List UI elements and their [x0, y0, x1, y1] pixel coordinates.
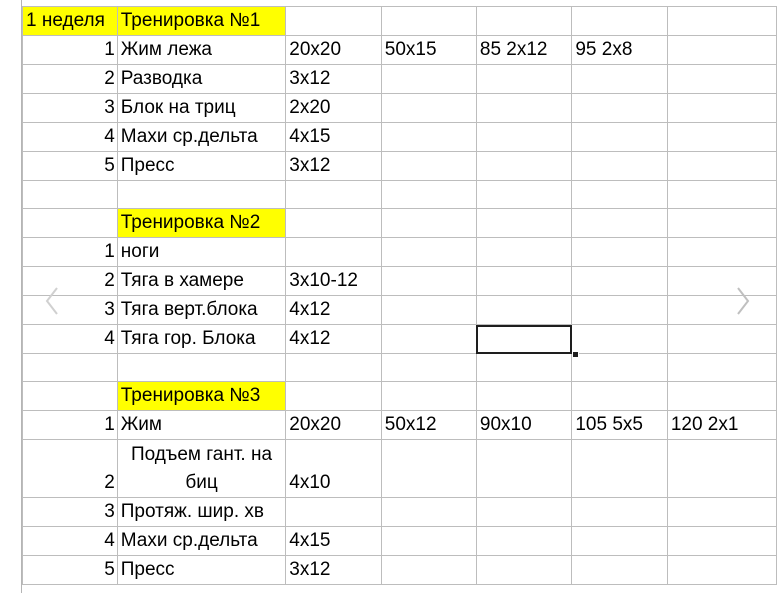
cell[interactable]: 120 2x1 [667, 411, 776, 440]
cell[interactable] [381, 354, 476, 382]
cell[interactable] [667, 181, 776, 209]
cell[interactable] [572, 556, 667, 585]
table-row [23, 382, 777, 411]
cell[interactable] [286, 238, 382, 267]
cell[interactable] [572, 123, 667, 152]
cell-number[interactable]: 2 [23, 267, 118, 296]
selected-cell[interactable] [476, 325, 571, 354]
cell[interactable]: 20x20 [286, 411, 382, 440]
cell[interactable] [286, 382, 382, 411]
cell[interactable] [667, 296, 776, 325]
cell-exercise[interactable]: Жим [117, 411, 286, 440]
cell[interactable] [667, 123, 776, 152]
cell[interactable] [476, 65, 571, 94]
cell[interactable] [381, 382, 476, 411]
cell[interactable] [667, 527, 776, 556]
cell[interactable] [476, 527, 571, 556]
cell-number[interactable]: 2 [23, 440, 118, 498]
cell[interactable] [667, 267, 776, 296]
cell-exercise[interactable]: Жим лежа [117, 36, 286, 65]
cell[interactable]: 90x10 [476, 411, 571, 440]
cell[interactable] [476, 181, 571, 209]
cell[interactable]: 85 2x12 [476, 36, 571, 65]
cell-workout-title[interactable]: Тренировка №1 [117, 7, 286, 36]
cell[interactable] [286, 498, 382, 527]
cell[interactable] [23, 354, 118, 382]
cell[interactable] [572, 325, 667, 354]
cell[interactable]: 3x12 [286, 152, 382, 181]
cell[interactable] [23, 209, 118, 238]
cell[interactable] [381, 527, 476, 556]
cell[interactable] [381, 123, 476, 152]
cell-exercise[interactable]: Тяга в хамере [117, 267, 286, 296]
cell[interactable] [23, 181, 118, 209]
cell-exercise[interactable]: Протяж. шир. хв [117, 498, 286, 527]
table-row [23, 325, 777, 354]
cell[interactable] [572, 94, 667, 123]
cell[interactable]: 4x15 [286, 527, 382, 556]
cell[interactable] [572, 181, 667, 209]
cell-workout-title[interactable]: Тренировка №2 [117, 209, 286, 238]
cell-week-label[interactable]: 1 неделя [23, 7, 118, 36]
cell[interactable] [381, 238, 476, 267]
cell-exercise[interactable]: Пресс [117, 152, 286, 181]
cell[interactable] [667, 7, 776, 36]
prev-arrow-button[interactable] [40, 285, 64, 317]
cell[interactable] [667, 440, 776, 498]
cell[interactable] [476, 556, 571, 585]
cell[interactable] [572, 354, 667, 382]
cell[interactable]: 4x10 [286, 440, 382, 498]
cell[interactable] [572, 296, 667, 325]
cell-exercise[interactable]: Тяга верт.блока [117, 296, 286, 325]
table-row [23, 65, 777, 94]
table-row [23, 123, 777, 152]
cell[interactable] [286, 209, 382, 238]
cell[interactable] [381, 296, 476, 325]
table-row [23, 296, 777, 325]
cell[interactable]: 50x15 [381, 36, 476, 65]
cell[interactable] [667, 354, 776, 382]
cell[interactable] [572, 7, 667, 36]
cell[interactable] [381, 267, 476, 296]
cell[interactable]: 3x12 [286, 65, 382, 94]
cell[interactable] [381, 556, 476, 585]
cell[interactable] [23, 382, 118, 411]
cell[interactable] [667, 36, 776, 65]
cell[interactable] [667, 325, 776, 354]
cell[interactable] [667, 382, 776, 411]
sheet-left-edge [0, 0, 22, 593]
cell[interactable] [572, 238, 667, 267]
cell[interactable]: 4x12 [286, 296, 382, 325]
cell-exercise[interactable]: Махи ср.дельта [117, 123, 286, 152]
cell-exercise[interactable]: Разводка [117, 65, 286, 94]
table-row [23, 498, 777, 527]
cell[interactable] [667, 498, 776, 527]
spreadsheet-grid [22, 6, 777, 585]
cell[interactable]: 50x12 [381, 411, 476, 440]
cell[interactable] [381, 181, 476, 209]
cell-exercise[interactable]: Подъем гант. на биц [117, 440, 286, 498]
cell[interactable] [572, 209, 667, 238]
table-row [23, 209, 777, 238]
table-row [23, 94, 777, 123]
cell-exercise[interactable]: Махи ср.дельта [117, 527, 286, 556]
table-row [23, 36, 777, 65]
cell[interactable] [381, 94, 476, 123]
cell-number[interactable]: 1 [23, 411, 118, 440]
table-row [23, 527, 777, 556]
cell[interactable] [667, 94, 776, 123]
table-row [23, 267, 777, 296]
table-row [23, 181, 777, 209]
cell-number[interactable]: 4 [23, 527, 118, 556]
table-row [23, 354, 777, 382]
table-row [23, 238, 777, 267]
chevron-right-icon [736, 286, 750, 316]
cell-number[interactable]: 1 [23, 36, 118, 65]
cell[interactable]: 3x12 [286, 556, 382, 585]
cell-workout-title[interactable]: Тренировка №3 [117, 382, 286, 411]
cell[interactable] [476, 296, 571, 325]
cell-number[interactable]: 5 [23, 556, 118, 585]
cell[interactable] [381, 440, 476, 498]
cell-number[interactable]: 3 [23, 498, 118, 527]
cell-number[interactable]: 3 [23, 94, 118, 123]
cell[interactable] [476, 354, 571, 382]
cell[interactable] [572, 65, 667, 94]
cell[interactable]: 4x12 [286, 325, 382, 354]
cell[interactable] [117, 354, 286, 382]
cell[interactable] [381, 498, 476, 527]
chevron-left-icon [45, 286, 59, 316]
cell[interactable] [667, 209, 776, 238]
cell[interactable] [572, 152, 667, 181]
cell-number[interactable]: 4 [23, 123, 118, 152]
cell[interactable] [286, 181, 382, 209]
cell[interactable] [476, 152, 571, 181]
cell-exercise[interactable]: Блок на триц [117, 94, 286, 123]
cell[interactable] [476, 209, 571, 238]
cell[interactable] [286, 7, 382, 36]
cell[interactable] [476, 7, 571, 36]
cell-number[interactable]: 3 [23, 296, 118, 325]
cell[interactable]: 4x15 [286, 123, 382, 152]
cell[interactable] [381, 209, 476, 238]
fill-handle[interactable] [572, 351, 579, 358]
cell[interactable] [476, 94, 571, 123]
cell-exercise[interactable]: Пресс [117, 556, 286, 585]
table-row [23, 411, 777, 440]
cell[interactable]: 105 5x5 [572, 411, 667, 440]
table-row [23, 556, 777, 585]
cell[interactable] [572, 498, 667, 527]
cell[interactable] [476, 238, 571, 267]
cell[interactable] [286, 354, 382, 382]
cell[interactable] [572, 382, 667, 411]
cell-number[interactable]: 2 [23, 65, 118, 94]
cell[interactable]: 95 2x8 [572, 36, 667, 65]
cell[interactable]: 3x10-12 [286, 267, 382, 296]
cell-number[interactable]: 5 [23, 152, 118, 181]
cell[interactable] [667, 152, 776, 181]
cell-exercise[interactable]: ноги [117, 238, 286, 267]
table-row [23, 440, 777, 498]
cell[interactable] [476, 440, 571, 498]
cell-number[interactable]: 1 [23, 238, 118, 267]
cell[interactable] [476, 267, 571, 296]
cell[interactable] [667, 556, 776, 585]
cell-number[interactable]: 4 [23, 325, 118, 354]
cell[interactable] [381, 65, 476, 94]
cell[interactable] [572, 440, 667, 498]
cell[interactable] [117, 181, 286, 209]
cell[interactable] [381, 325, 476, 354]
cell[interactable]: 20x20 [286, 36, 382, 65]
cell[interactable]: 2x20 [286, 94, 382, 123]
next-arrow-button[interactable] [731, 285, 755, 317]
cell[interactable] [476, 498, 571, 527]
cell[interactable] [572, 267, 667, 296]
cell[interactable] [667, 238, 776, 267]
cell-exercise[interactable]: Тяга гор. Блока [117, 325, 286, 354]
cell[interactable] [381, 7, 476, 36]
cell[interactable] [476, 382, 571, 411]
table-row [23, 7, 777, 36]
table-row [23, 152, 777, 181]
cell[interactable] [572, 527, 667, 556]
cell[interactable] [476, 123, 571, 152]
cell[interactable] [667, 65, 776, 94]
cell[interactable] [381, 152, 476, 181]
